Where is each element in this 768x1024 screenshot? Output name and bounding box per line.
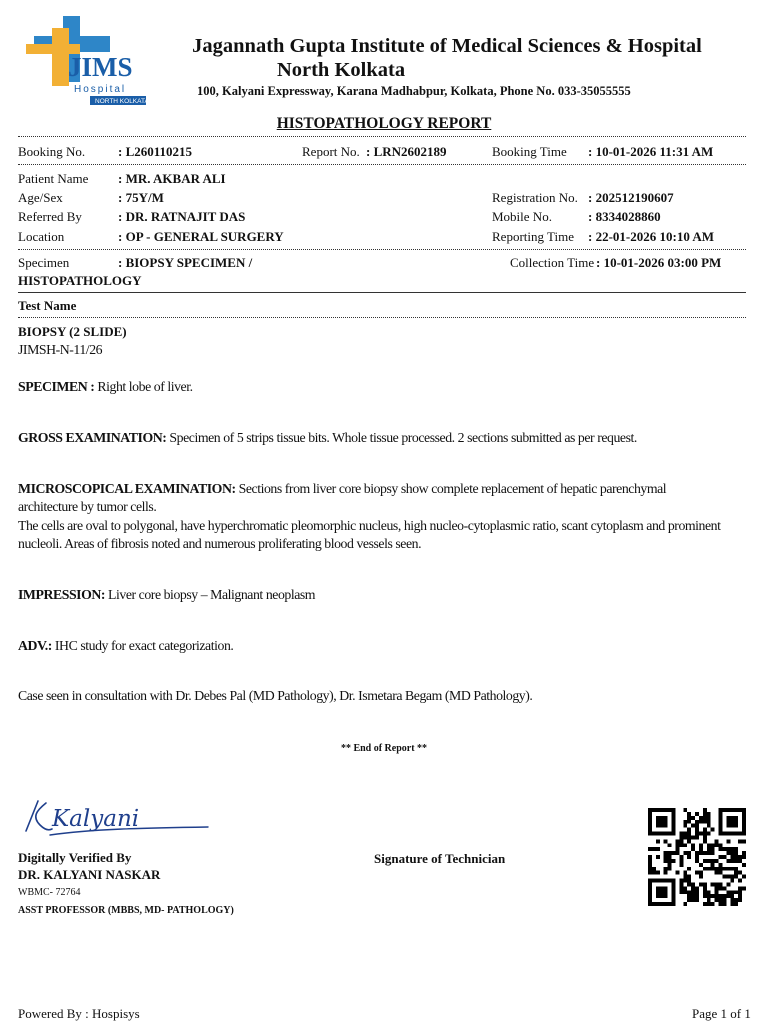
doctor-registration: WBMC- 72764 [18,887,81,898]
report-no-label: Report No. [302,144,360,159]
report-no-value: : LRN2602189 [366,144,447,159]
logo-sub: Hospital [74,84,127,95]
reporting-time-label: Reporting Time [492,229,574,244]
hospital-address: 100, Kalyani Expressway, Karana Madhabpur, Kolkata, Phone No. 033-35055555 [197,84,631,98]
age-sex-label: Age/Sex [18,190,63,205]
booking-no-value: : L260110215 [118,144,193,159]
page-number: Page 1 of 1 [692,1006,751,1021]
divider [18,292,746,293]
signature-icon [22,795,212,845]
specimen-label: Specimen [18,255,70,270]
divider [18,249,746,250]
microscopic-section [18,480,718,516]
qr-code-graphic [648,808,746,906]
patient-name-value: : MR. AKBAR ALI [118,171,226,186]
microscopic-text-1: Sections from liver core biopsy show complete replacement of hepatic parenchymal architecture by tumor cells. [18,481,667,514]
gross-heading: GROSS EXAMINATION: [18,430,167,445]
doctor-name: DR. KALYANI NASKAR [18,867,161,882]
microscopic-text-2: The cells are oval to polygonal, have hyperchromatic pleomorphic nucleus, high nucleo-cytoplasmic ratio, scant cytoplasm and prominent nucleoli. Areas of fibrosis noted and numerous proliferating blood vessels seen. [18,518,721,551]
impression-heading: IMPRESSION: [18,587,106,602]
advice-section [18,637,748,655]
age-sex-value: : 75Y/M [118,190,164,205]
advice-heading: ADV.: [18,638,52,653]
logo-tag: NORTH KOLKATA [95,98,149,105]
report-title: HISTOPATHOLOGY REPORT [276,115,492,132]
gross-text: Specimen of 5 strips tissue bits. Whole tissue processed. 2 sections submitted as per request. [169,430,637,445]
divider [18,136,746,137]
powered-by: Powered By : Hospisys [18,1006,140,1021]
medical-cross-icon [24,14,150,106]
collection-time-label: Collection Time [510,255,595,270]
impression-text: Liver core biopsy – Malignant neoplasm [108,587,316,602]
divider [18,164,746,165]
divider [18,317,746,318]
verified-by-label: Digitally Verified By [18,850,132,865]
mobile-label: Mobile No. [492,209,552,224]
test-code: JIMSH-N-11/26 [18,342,103,357]
consultation-note: Case seen in consultation with Dr. Debes Pal (MD Pathology), Dr. Ismetara Begam (MD Pathology). [18,688,533,703]
advice-text: IHC study for exact categorization. [54,638,234,653]
hospital-name: Jagannath Gupta Institute of Medical Sciences & Hospital [192,35,702,57]
signature-text: Kalyani [52,806,140,832]
microscopic-heading: MICROSCOPICAL EXAMINATION: [18,481,236,496]
specimen-text: Right lobe of liver. [97,379,193,394]
booking-no-label: Booking No. [18,144,86,159]
end-of-report: ** End of Report ** [340,743,428,754]
hospital-logo [24,14,150,106]
location-value: : OP - GENERAL SURGERY [118,229,284,244]
qr-code-icon [648,808,746,906]
registration-value: : 202512190607 [588,190,674,205]
referred-by-label: Referred By [18,209,82,224]
doctor-designation: ASST PROFESSOR (MBBS, MD- PATHOLOGY) [18,905,234,916]
specimen-heading: SPECIMEN : [18,379,95,394]
booking-time-value: : 10-01-2026 11:31 AM [588,144,714,159]
location-label: Location [18,229,65,244]
booking-time-label: Booking Time [492,144,567,159]
registration-label: Registration No. [492,190,578,205]
test-name-header: Test Name [18,298,77,313]
specimen-value-line2: HISTOPATHOLOGY [18,273,142,288]
collection-time-value: : 10-01-2026 03:00 PM [596,255,722,270]
test-name: BIOPSY (2 SLIDE) [18,324,127,339]
logo-text: JIMS [68,52,133,82]
mobile-value: : 8334028860 [588,209,661,224]
reporting-time-value: : 22-01-2026 10:10 AM [588,229,715,244]
handwritten-signature [22,795,212,845]
patient-name-label: Patient Name [18,171,89,186]
technician-signature-label: Signature of Technician [374,851,506,866]
referred-by-value: : DR. RATNAJIT DAS [118,209,246,224]
specimen-section [18,378,748,396]
hospital-location: North Kolkata [276,59,406,81]
specimen-value: : BIOPSY SPECIMEN / [118,255,253,270]
gross-section [18,429,753,447]
impression-section [18,586,748,604]
